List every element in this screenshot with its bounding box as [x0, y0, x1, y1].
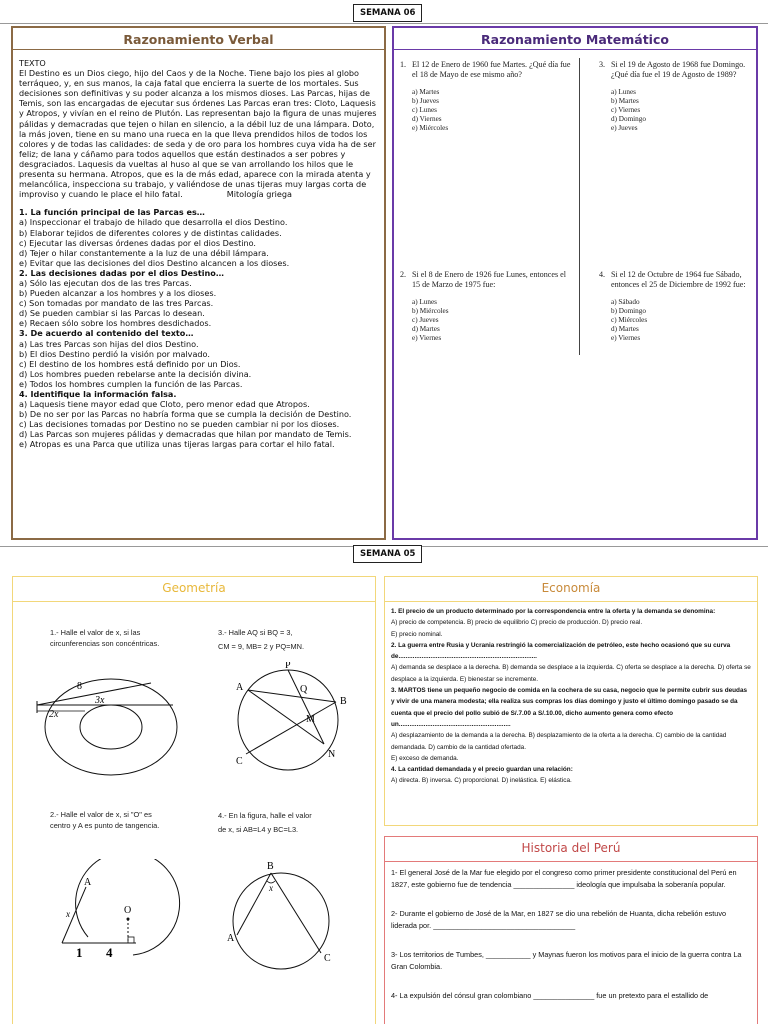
option: a) Laquesis tiene mayor edad que Cloto, pero menor edad que Atropos. — [19, 399, 310, 410]
economy-q1-options: A) precio de competencia. B) precio de equilibrio C) precio de producción. D) precio real. — [391, 619, 643, 627]
option: c) Las decisiones tomadas por Destino no se pueden cambiar ni por los dioses. — [19, 419, 340, 430]
fig2-label-1: 1 — [76, 945, 83, 960]
inner-circle — [80, 705, 142, 749]
option: a) Inspeccionar el trabajo de hilado que desarrolla el dios Destino. — [19, 217, 288, 228]
verbal-title: Razonamiento Verbal — [13, 30, 384, 50]
option: e) Miércoles — [412, 124, 449, 132]
fig4-label-x: x — [269, 883, 273, 893]
fig2-label-o: O — [124, 905, 132, 916]
option: a) Sólo las ejecutan dos de las tres Parcas. — [19, 277, 192, 288]
text-label: TEXTO — [19, 58, 46, 68]
history-q1: 1- El general José de la Mar fue elegido por el congreso como primer presidente constitucional del Perú en 1827, este gobierno fue de tendencia _______________ ideología que impulsaba la soberanía popular. — [391, 868, 737, 889]
geometry-q2: 2.- Halle el valor de x, si "O" es centro y A es punto de tangencia. — [50, 810, 160, 830]
option: c) Lunes — [412, 106, 437, 114]
math-question-4: 4. Si el 12 de Octubre de 1964 fue Sábado, entonces el 25 de Diciembre de 1992 fue: a) Sábado b) Domingo c) Miércoles d) Martes e) Viernes — [599, 270, 757, 343]
fig1-label-2x: 2x — [49, 709, 59, 720]
figure-concentric-circles — [33, 667, 183, 782]
verbal-question: 4. Identifique la información falsa. a) Laquesis tiene mayor edad que Cloto, pero menor edad que Atropos. b) De no ser por las Parcas no habría forma que se cumpla la decisión de Destino. c) Las decisiones tomadas por Destino no se pueden cambiar ni por los dioses. d) Las Parcas son mujeres pálidas y demacradas que hilan por mandato de Temis. e) Atropas es una Parca que utiliza unas tijeras largas para cortar el hilo fatal. — [19, 389, 379, 450]
fig4-label-b: B — [267, 861, 274, 872]
verbal-question: 1. La función principal de las Parcas es… a) Inspeccionar el trabajo de hilado que desarrolla el dios Destino. b) Elaborar tejidos de diferentes colores y de distintas calidades. c) Ejecutar las diversas órdenes dadas por el dios Destino. d) Tejer o hilar constantemente a la luz de una débil lámpara. e) Evitar que las decisiones del dios Destino alcancen a los dioses. — [19, 207, 379, 268]
history-q2: 2- Durante el gobierno de José de la Mar, en 1827 se dio una rebelión de Huanta, dicha rebelión estuvo liderada por. ___________________________________ — [391, 909, 727, 930]
geometry-q1: 1.- Halle el valor de x, si las circunferencias son concéntricas. — [50, 628, 160, 648]
option: c) El destino de los hombres está definido por un Dios. — [19, 358, 241, 369]
fig3-label-q: Q — [300, 684, 308, 695]
option: e) Evitar que las decisiones del dios Destino alcancen a los dioses. — [19, 257, 290, 268]
math-title: Razonamiento Matemático — [394, 30, 756, 50]
fig3-label-m: M — [306, 714, 315, 725]
history-q3: 3- Los territorios de Tumbes, ___________ y Maynas fueron los motivos para el inicio de la guerra contra La Gran Colombia. — [391, 950, 742, 971]
economy-q4-options: A) directa. B) inversa. C) proporcional. D) inelástica. E) elástica. — [391, 777, 572, 785]
week-badge-05: SEMANA 05 — [353, 545, 422, 563]
math-divider — [579, 58, 580, 355]
option: b) De no ser por las Parcas no habría forma que se cumpla la decisión de Destino. — [19, 409, 352, 420]
verbal-question: 3. De acuerdo al contenido del texto… a) Las tres Parcas son hijas del dios Destino. b) El dios Destino perdió la visión por malvado. c) El destino de los hombres está definido por un Dios. d) Los hombres pueden rebelarse ante la decisión divina. e) Todos los hombres cumplen la función de las Parcas. — [19, 328, 379, 389]
history-title: Historia del Perú — [385, 837, 757, 862]
geometry-q3: 3.- Halle AQ si BQ = 3, CM = 9, MB= 2 y PQ=MN. — [218, 628, 305, 651]
option: c) Miércoles — [611, 316, 648, 324]
option: b) Miércoles — [412, 307, 449, 315]
economy-q3-options: A) desplazamiento de la demanda a la derecha. B) desplazamiento de la oferta a la derecha. C) cambio de la cantidad demandada. D) cambio de la cantidad ofertada. — [391, 732, 727, 751]
geometry-title: Geometría — [13, 577, 375, 602]
history-q4: 4- La expulsión del cónsul gran colombiano _______________ fue un pretexto para el estallido de — [391, 991, 709, 1000]
fig4-label-a: A — [227, 933, 235, 944]
option: b) Jueves — [412, 97, 439, 105]
math-question-1: 1. El 12 de Enero de 1960 fue Martes. ¿Qué día fue el 18 de Mayo de ese mismo año? a) Martes b) Jueves c) Lunes d) Viernes e) Miércoles — [400, 60, 571, 132]
week-badge-06: SEMANA 06 — [353, 4, 422, 22]
option: e) Atropas es una Parca que utiliza unas tijeras largas para cortar el hilo fatal. — [19, 439, 335, 450]
economy-section — [384, 576, 758, 826]
economy-q1-option-e: E) precio nominal. — [391, 630, 443, 638]
option: d) Tejer o hilar constantemente a la luz de una débil lámpara. — [19, 247, 269, 258]
verbal-passage: El Destino es un Dios ciego, hijo del Caos y de la Noche. Tiene bajo los pies al globo terráqueo, y, en sus manos, la caja fatal que encierra la suerte de los mortales. Sus decisiones son definitivas y su poder alcanza a los mismos dioses. Las Parcas, hijas de Temis, son las encargadas de ejecutar sus órdenes Las Parcas eran tres: Cloto, Laquesis y Atropos, y vivían en el reino de Plutón. Las representan bajo la figura de unas mujeres pálidas y demacradas que tejen o hilan en silencio, a la débil luz de una lámpara. Doto, la más joven, tiene en su mano una rueca en la que lleva prendidos hilos de todos los colores y de todas las calidades: de seda y de oro para los hombres cuya vida ha de ser feliz; de lana y cáñamo para todos aquellos que están destinados a ser pobres y desgraciados. Laquesis da vueltas al huso al que se van arrollando los hilos que le presenta su hermana. Atropos, que es la de más edad, aparece con la mirada atenta y melancólica, inspecciona su trabajo, y valiéndose de unas tijeras muy largas corta de improviso y cuando le place el hilo fatal. Mitología griega — [19, 68, 377, 200]
option: e) Viernes — [412, 334, 442, 342]
math-question-3: 3. Si el 19 de Agosto de 1968 fue Domingo. ¿Qué día fue el 19 de Agosto de 1989? a) Lunes b) Martes c) Viernes d) Domingo e) Jueves — [599, 60, 757, 133]
option: d) Domingo — [611, 115, 646, 123]
economy-q2: 2. La guerra entre Rusia y Ucrania restringió la comercialización de petróleo, este hecho ocasionó que su curva de.............................................................................. — [391, 641, 731, 661]
option: a) Lunes — [611, 88, 636, 96]
option: b) Martes — [611, 97, 639, 105]
economy-title: Economía — [385, 577, 757, 602]
economy-content — [391, 606, 751, 787]
option: c) Ejecutar las diversas órdenes dadas por el dios Destino. — [19, 237, 257, 248]
option: a) Las tres Parcas son hijas del dios Destino. — [19, 338, 199, 349]
fig3-label-b: B — [340, 696, 347, 707]
option: a) Martes — [412, 88, 440, 96]
verbal-section — [11, 26, 386, 540]
option: d) Se pueden cambiar si las Parcas lo desean. — [19, 308, 205, 319]
geometry-q4: 4.- En la figura, halle el valor de x, si AB=L4 y BC=L3. — [218, 811, 312, 834]
option: e) Todos los hombres cumplen la función de las Parcas. — [19, 378, 243, 389]
option: a) Sábado — [611, 298, 640, 306]
outer-circle — [45, 679, 177, 775]
fig1-label-3x: 3x — [95, 695, 105, 706]
option: c) Son tomadas por mandato de las tres Parcas. — [19, 298, 214, 309]
history-section — [384, 836, 758, 1024]
passage-source: Mitología griega — [226, 189, 292, 200]
fig1-label-8: 8 — [77, 681, 82, 692]
economy-q2-options: A) demanda se desplace a la derecha. B) demanda se desplace a la izquierda. C) oferta se desplace a la derecha. D) oferta se desplace a la izquierda. E) bienestar se incremente. — [391, 664, 751, 683]
fig2-label-x: x — [66, 909, 70, 919]
history-content — [391, 867, 751, 1002]
fig4-label-c: C — [324, 953, 331, 964]
economy-q1: 1. El precio de un producto determinado por la correspondencia entre la oferta y la demanda se denomina: — [391, 608, 716, 615]
option: d) Martes — [412, 325, 440, 333]
economy-q4: 4. La cantidad demandada y el precio guardan una relación: — [391, 766, 573, 774]
chord-line — [37, 683, 151, 705]
option: b) Pueden alcanzar a los hombres y a los dioses. — [19, 288, 217, 299]
option: d) Viernes — [412, 115, 442, 123]
verbal-content — [19, 58, 379, 450]
figure-tangent-circle — [58, 859, 198, 969]
figure-circle-chords — [228, 662, 353, 777]
option: b) El dios Destino perdió la visión por malvado. — [19, 348, 210, 359]
figure-inscribed-angle — [223, 857, 338, 977]
math-section — [392, 26, 758, 540]
option: a) Lunes — [412, 298, 437, 306]
option: d) Martes — [611, 325, 639, 333]
fig3-label-n: N — [328, 749, 336, 760]
option: b) Elaborar tejidos de diferentes colores y de distintas calidades. — [19, 227, 282, 238]
fig2-label-a: A — [84, 877, 92, 888]
economy-q3: 3. MARTOS tiene un pequeño negocio de comida en la cochera de su casa, negocio que le permite cubrir sus deudas y vivir de una manera modesta; ella realiza sus compras los días domingo y justo el último domingo pasado se da cuenta que el precio del pollo subió de S/.7.00 a S/.10.00, dicho aumento genera como efecto un............................................................... — [391, 687, 748, 728]
option: e) Viernes — [611, 334, 641, 342]
option: e) Recaen sólo sobre los hombres desdichados. — [19, 318, 212, 329]
math-question-2: 2. Si el 8 de Enero de 1926 fue Lunes, entonces el 15 de Marzo de 1975 fue: a) Lunes b) Miércoles c) Jueves d) Martes e) Viernes — [400, 270, 572, 343]
option: c) Jueves — [412, 316, 439, 324]
verbal-question: 2. Las decisiones dadas por el dios Destino… a) Sólo las ejecutan dos de las tres Parcas. b) Pueden alcanzar a los hombres y a los dioses. c) Son tomadas por mandato de las tres Parcas. d) Se pueden cambiar si las Parcas lo desean. e) Recaen sólo sobre los hombres desdichados. — [19, 268, 379, 329]
geometry-section — [12, 576, 376, 1024]
option: d) Los hombres pueden rebelarse ante la decisión divina. — [19, 368, 252, 379]
option: b) Domingo — [611, 307, 646, 315]
circle — [233, 873, 329, 969]
fig3-label-a: A — [236, 682, 244, 693]
option: d) Las Parcas son mujeres pálidas y demacradas que hilan por mandato de Temis. — [19, 429, 352, 440]
circle — [238, 670, 338, 770]
divider-top — [0, 23, 768, 24]
fig2-label-4: 4 — [106, 945, 113, 960]
fig3-label-c: C — [236, 756, 243, 767]
option: c) Viernes — [611, 106, 641, 114]
option: e) Jueves — [611, 124, 638, 132]
economy-q3-option-e: E) exceso de demanda. — [391, 754, 459, 762]
fig3-label-p: P — [285, 662, 291, 671]
